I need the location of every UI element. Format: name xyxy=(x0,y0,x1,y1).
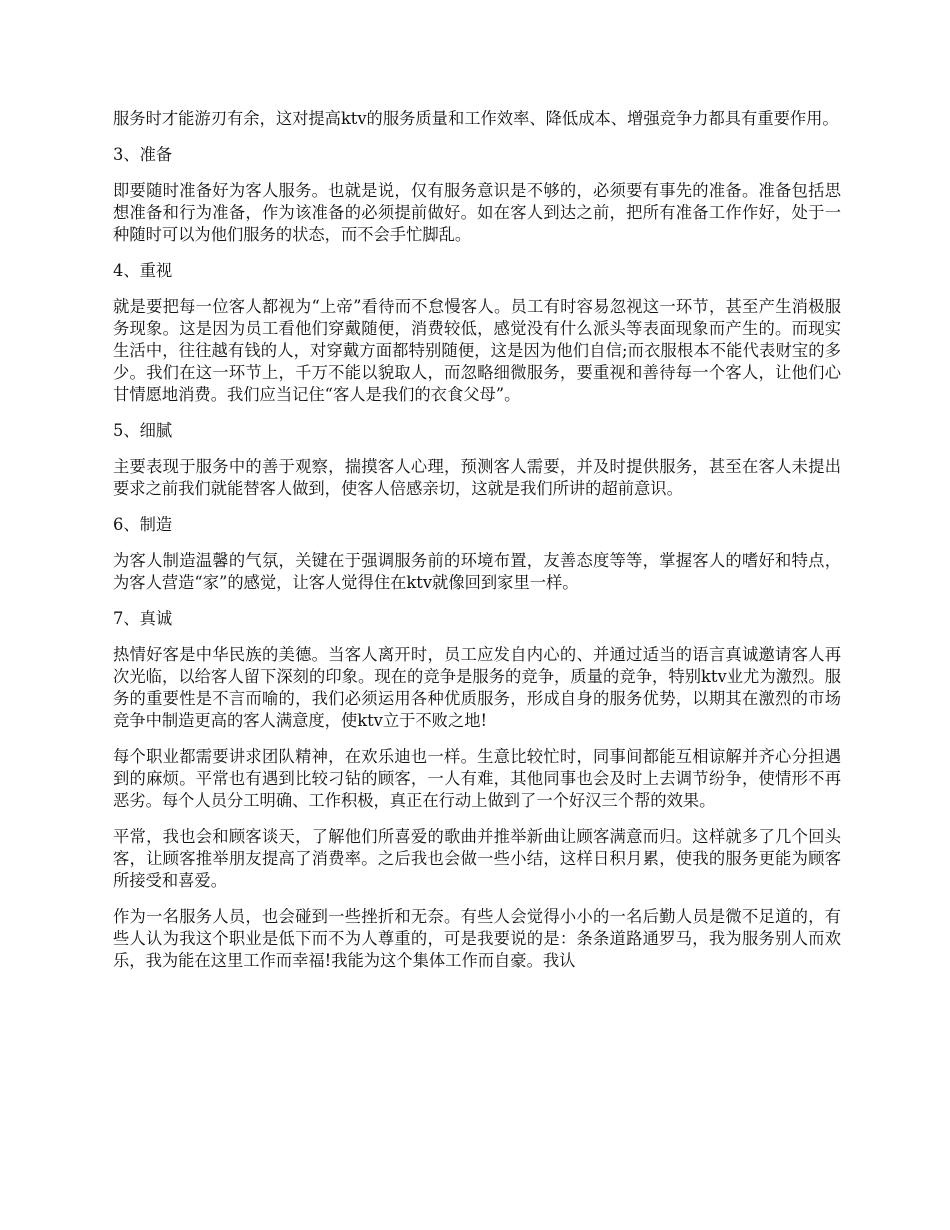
paragraph-customer-chat: 平常，我也会和顾客谈天，了解他们所喜爱的歌曲并推举新曲让顾客满意而归。这样就多了几个回头客，让顾客推举朋友提高了消费率。之后我也会做一些小结，这样日积月累，使我的服务更能为顾客所接受和喜爱。 xyxy=(113,827,841,890)
paragraph-preparation: 即要随时准备好为客人服务。也就是说，仅有服务意识是不够的，必须要有事先的准备。准备包括思想准备和行为准备，作为该准备的必须提前做好。如在客人到达之前，把所有准备工作作好，处于一种随时可以为他们服务的状态，而不会手忙脚乱。 xyxy=(113,181,841,244)
section-heading-create: 6、制造 xyxy=(113,515,173,534)
section-heading-attention: 4、重视 xyxy=(113,261,173,280)
section-heading-preparation: 3、准备 xyxy=(113,145,173,164)
paragraph-meticulous: 主要表现于服务中的善于观察，揣摸客人心理，预测客人需要，并及时提供服务，甚至在客人未提出要求之前我们就能替客人做到，使客人倍感亲切，这就是我们所讲的超前意识。 xyxy=(113,457,841,498)
section-heading-meticulous: 5、细腻 xyxy=(113,421,173,440)
paragraph-setbacks: 作为一名服务人员，也会碰到一些挫折和无奈。有些人会觉得小小的一名后勤人员是微不足道的，有些人认为我这个职业是低下而不为人尊重的，可是我要说的是：条条道路通罗马，我为服务别人而欢乐，我为能在这里工作而幸福!我能为这个集体工作而自豪。我认 xyxy=(113,907,841,970)
paragraph-attention: 就是要把每一位客人都视为“上帝”看待而不怠慢客人。员工有时容易忽视这一环节，甚至产生消极服务现象。这是因为员工看他们穿戴随便，消费较低，感觉没有什么派头等表面现象而产生的。而现实生活中，往往越有钱的人，对穿戴方面都特别随便，这是因为他们自信;而衣服根本不能代表财宝的多少。我们在这一环节上，千万不能以貌取人，而忽略细微服务，要重视和善待每一个客人，让他们心甘情愿地消费。我们应当记住“客人是我们的衣食父母”。 xyxy=(113,297,841,404)
paragraph-teamwork: 每个职业都需要讲求团队精神，在欢乐迪也一样。生意比较忙时，同事间都能互相谅解并齐心分担遇到的麻烦。平常也有遇到比较刁钻的顾客，一人有难，其他同事也会及时上去调节纷争，使情形不再恶劣。每个人员分工明确、工作积极，真正在行动上做到了一个好汉三个帮的效果。 xyxy=(113,747,841,810)
paragraph-sincerity: 热情好客是中华民族的美德。当客人离开时，员工应发自内心的、并通过适当的语言真诚邀请客人再次光临，以给客人留下深刻的印象。现在的竞争是服务的竞争，质量的竞争，特别ktv业尤为激烈。服务的重要性是不言而喻的，我们必须运用各种优质服务，形成自身的服务优势，以期其在激烈的市场竞争中制造更高的客人满意度，使ktv立于不败之地! xyxy=(113,645,841,730)
paragraph-intro-continuation: 服务时才能游刃有余，这对提高ktv的服务质量和工作效率、降低成本、增强竞争力都具有重要作用。 xyxy=(113,109,839,128)
section-heading-sincerity: 7、真诚 xyxy=(113,609,173,628)
paragraph-create: 为客人制造温馨的气氛，关键在于强调服务前的环境布置，友善态度等等，掌握客人的嗜好和特点，为客人营造“家”的感觉，让客人觉得住在ktv就像回到家里一样。 xyxy=(113,551,841,592)
document-page xyxy=(113,108,841,972)
